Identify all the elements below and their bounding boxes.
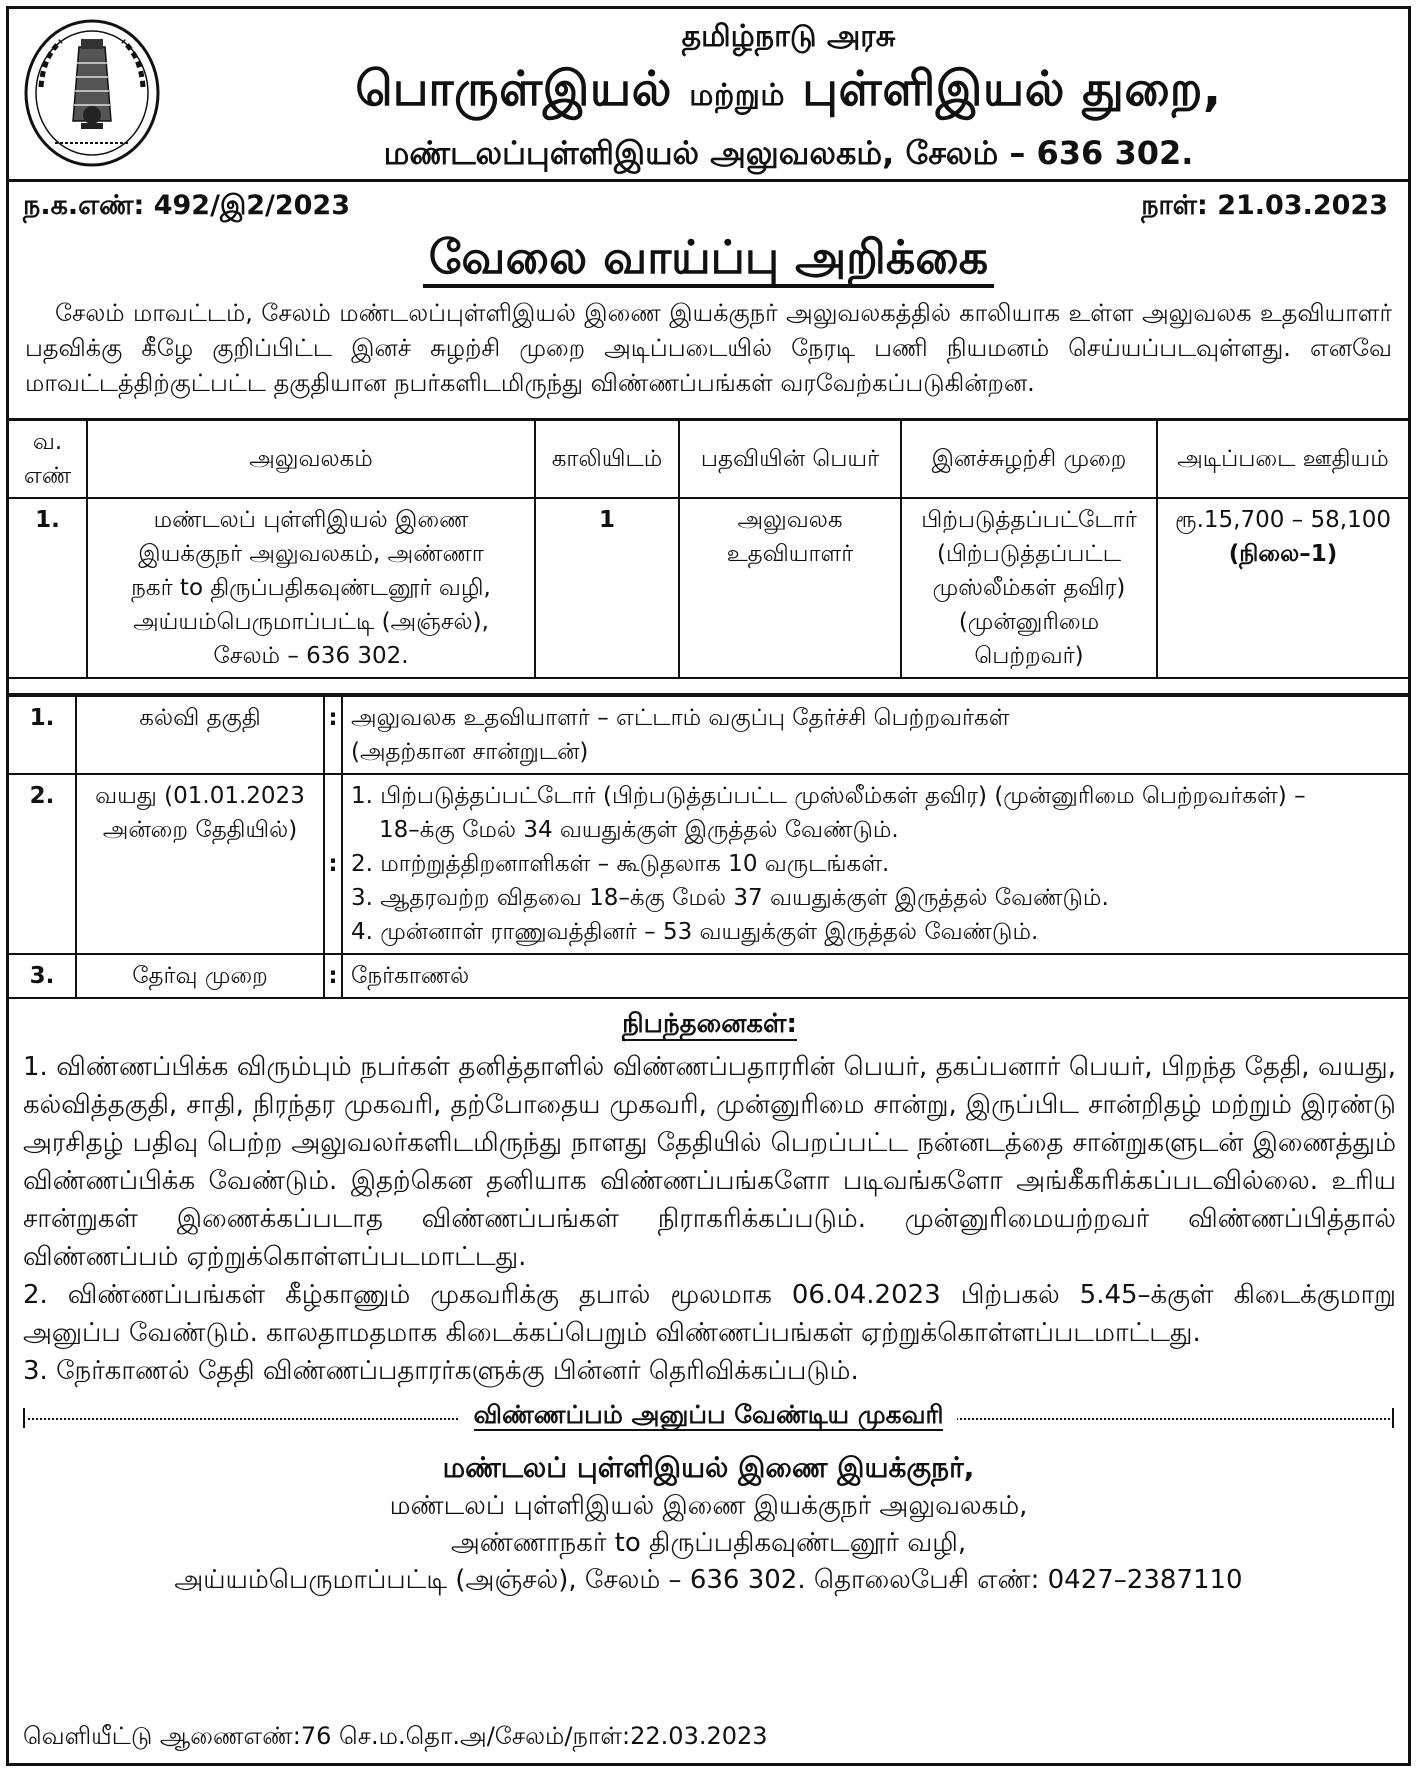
department-part-2: புள்ளிஇயல் துறை, [802,61,1222,117]
qual-sno: 2. [9,774,76,954]
notice-title [9,230,1408,290]
release-order: வெளியீட்டு ஆணைஎண்:76 செ.ம.தொ.அ/சேலம்/நாள்:22.03.2023 [23,1722,768,1750]
row-rotation: பிற்படுத்தப்பட்டோர் (பிற்படுத்தப்பட்ட முஸ்லீம்கள் தவிர) (முன்னுரிமை பெற்றவர்) [901,498,1157,678]
emblem-seal-icon [21,17,163,169]
qual-colon: : [324,774,342,954]
header-sno: வ. எண் [9,420,87,499]
address-divider [23,1400,1394,1436]
intro-paragraph [9,290,1408,412]
row-office: மண்டலப் புள்ளிஇயல் இணை இயக்குநர் அலுவலகம், அண்ணா நகர் to திருப்பதிகவுண்டனூர் வழி, அய்யம்பெருமாப்பட்டி (அஞ்சல்), சேலம் – 636 302. [87,498,535,678]
header-post: பதவியின் பெயர் [679,420,901,499]
qualification-table [9,695,1408,999]
qual-value: நேர்காணல் [342,954,1408,998]
qual-label: தேர்வு முறை [76,954,324,998]
address-label: விண்ணப்பம் அனுப்ப வேண்டிய முகவரி [460,1400,958,1433]
row-vacancies: 1 [535,498,679,678]
header-vacancies: காலியிடம் [535,420,679,499]
office-name: மண்டலப்புள்ளிஇயல் அலுவலகம், சேலம் – 636 302. [383,134,1194,172]
notice-title-text: வேலை வாய்ப்பு அறிக்கை [423,230,994,288]
table-row [9,498,1408,678]
qual-sno: 1. [9,696,76,774]
condition-item-2: 2. விண்ணப்பங்கள் கீழ்காணும் முகவரிக்கு தபால் மூலமாக 06.04.2023 பிற்பகல் 5.45–க்குள் கிடைக்குமாறு அனுப்ப வேண்டும். காலதாமதமாக கிடைக்கப்பெறும் விண்ணப்பங்கள் ஏற்றுக்கொள்ளப்படமாட்டது. [23,1280,1396,1348]
header-office: அலுவலகம் [87,420,535,499]
qual-value: 1. பிற்படுத்தப்பட்டோர் (பிற்படுத்தப்பட்ட முஸ்லீம்கள் தவிர) (முன்னுரிமை பெற்றவர்கள்) – 18–க்கு மேல் 34 வயதுக்குள் இருத்தல் வேண்டும். 2. மாற்றுத்திறனாளிகள் – கூடுதலாக 10 வருடங்கள். 3. ஆதரவற்ற விதவை 18–க்கு மேல் 37 வயதுக்குள் இருத்தல் வேண்டும். 4. முன்னாள் ராணுவத்தினர் – 53 வயதுக்குள் இருத்தல் வேண்டும். [342,774,1408,954]
table-row [9,774,1408,954]
address-line-4: அய்யம்பெருமாப்பட்டி (அஞ்சல்), சேலம் – 636 302. தொலைபேசி எண்: 0427–2387110 [174,1565,1243,1595]
qual-sno: 3. [9,954,76,998]
condition-item-1: 1. விண்ணப்பிக்க விரும்பும் நபர்கள் தனித்தாளில் விண்ணப்பதாரரின் பெயர், தகப்பனார் பெயர், பிறந்த தேதி, வயது, கல்வித்தகுதி, சாதி, நிரந்தர முகவரி, தற்போதைய முகவரி, முன்னுரிமை சான்று, இருப்பிட சான்றிதழ் மற்றும் இரண்டு அரசிதழ் பதிவு பெற்ற அலுவலர்களிடமிருந்து நாளது தேதியில் பெறப்பட்ட நன்னடத்தை சான்றுகளுடன் இணைத்தும் விண்ணப்பிக்க வேண்டும். இதற்கென தனியாக விண்ணப்பங்களோ படிவங்களோ அங்கீகரிக்கப்படவில்லை. உரிய சான்றுகள் இணைக்கப்படாத விண்ணப்பங்கள் நிராகரிக்கப்படும். முன்னுரிமையற்றவர் விண்ணப்பித்தால் விண்ணப்பம் ஏற்றுக்கொள்ளப்படமாட்டது. [23,1052,1396,1272]
qual-colon: : [324,954,342,998]
letterhead [9,9,1408,182]
table-row [9,696,1408,774]
tamil-nadu-emblem [21,17,163,169]
conditions-section [9,999,1408,1390]
mailing-address [9,1448,1408,1599]
qual-label: கல்வி தகுதி [76,696,324,774]
reference-number: ந.க.எண்: 492/இ2/2023 [23,190,351,221]
address-line-3: அண்ணாநகர் to திருப்பதிகவுண்டனூர் வழி, [450,1528,967,1558]
row-pay: ரூ.15,700 – 58,100 (நிலை–1) [1157,498,1408,678]
address-line-2: மண்டலப் புள்ளிஇயல் இணை இயக்குநர் அலுவலகம், [389,1491,1028,1521]
qual-value: அலுவலக உதவியாளர் – எட்டாம் வகுப்பு தேர்ச்சி பெற்றவர்கள் (அதற்கான சான்றுடன்) [342,696,1408,774]
department-part-1: பொருள்இயல் [355,61,672,117]
reference-row [9,182,1408,228]
qual-colon: : [324,696,342,774]
government-name: தமிழ்நாடு அரசு [681,19,896,54]
row-sno: 1. [9,498,87,678]
department-conjunction: மற்றும் [689,78,785,113]
table-row [9,954,1408,998]
reference-date: நாள்: 21.03.2023 [1141,190,1388,221]
vacancy-table [9,418,1408,679]
header-pay: அடிப்படை ஊதியம் [1157,420,1408,499]
row-post: அலுவலக உதவியாளர் [679,498,901,678]
intro-text: சேலம் மாவட்டம், சேலம் மண்டலப்புள்ளிஇயல் இணை இயக்குநர் அலுவலகத்தில் காலியாக உள்ள அலுவலக உதவியாளர் பதவிக்கு கீழே குறிப்பிட்ட இனச் சுழற்சி முறை அடிப்படையில் நேரடி பணி நியமனம் செய்யப்படவுள்ளது. எனவே மாவட்டத்திற்குட்பட்ட தகுதியான நபர்களிடமிருந்து விண்ணப்பங்கள் வரவேற்கப்படுகின்றன. [25,299,1392,397]
vacancy-table-header [9,420,1408,499]
job-notice-page [6,6,1411,1766]
conditions-heading: நிபந்தனைகள்: [622,1009,797,1039]
address-line-1: மண்டலப் புள்ளிஇயல் இணை இயக்குநர், [442,1451,975,1484]
table-separator [9,679,1408,695]
department-name [169,61,1408,123]
qual-label: வயது (01.01.2023 அன்றை தேதியில்) [76,774,324,954]
header-rotation: இனச்சுழற்சி முறை [901,420,1157,499]
condition-item-3: 3. நேர்காணல் தேதி விண்ணப்பதாரர்களுக்கு பின்னர் தெரிவிக்கப்படும். [23,1356,859,1386]
